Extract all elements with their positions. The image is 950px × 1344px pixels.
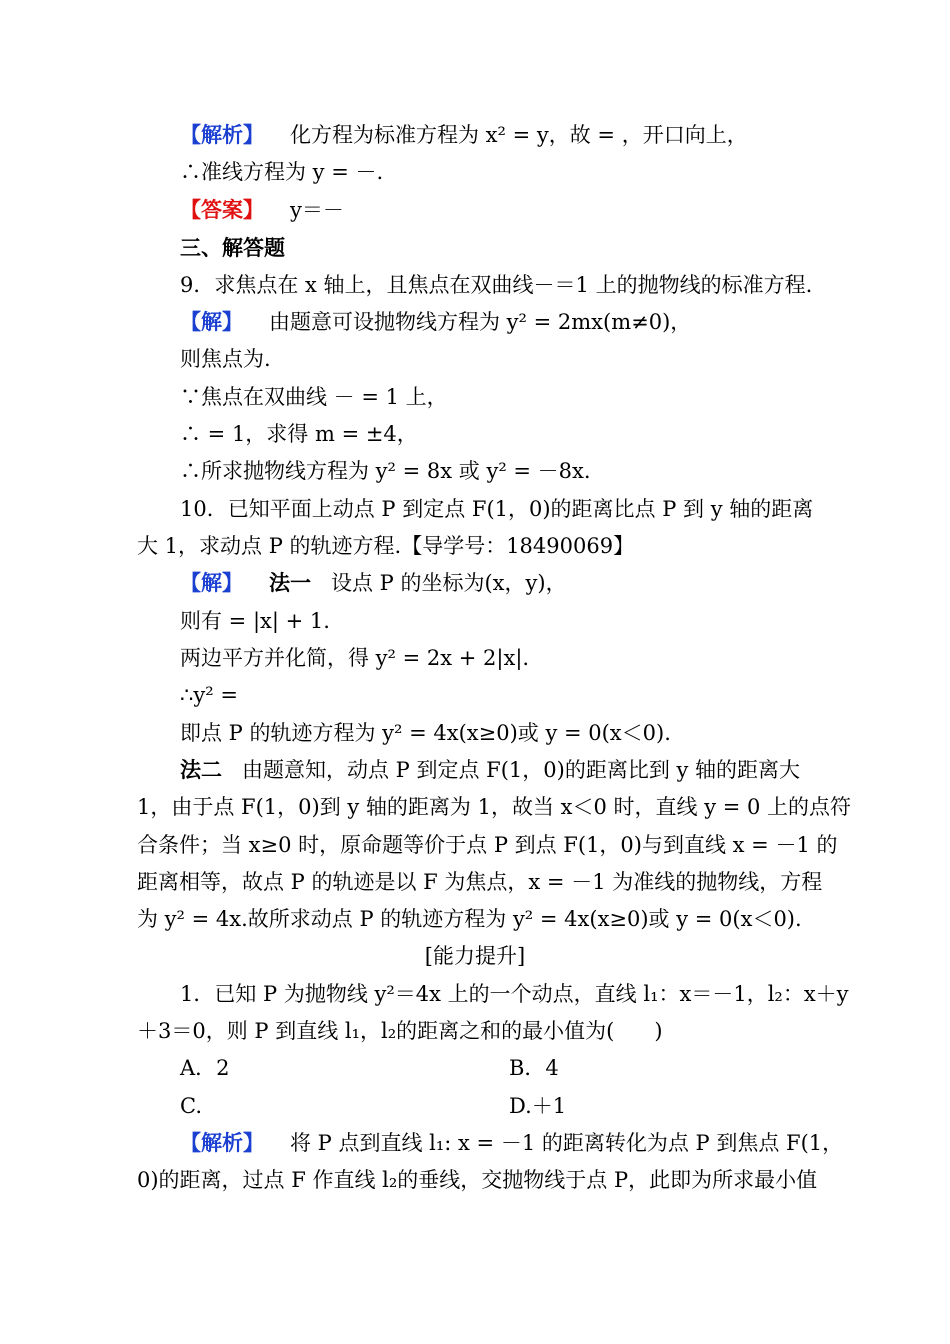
solution-9-line-2: 则焦点为.: [180, 347, 271, 371]
analysis-line-1: 【解析】 化方程为标准方程为 x² = y，故 = ，开口向上，: [180, 122, 748, 147]
method-two-line-3: 合条件；当 x≥0 时，原命题等价于点 P 到点 F(1，0)与到直线 x = －1 的: [137, 833, 838, 857]
solution-9-line-3: ∵焦点在双曲线 － = 1 上，: [180, 385, 448, 409]
solution-9-line-1: 【解】 由题意可设抛物线方程为 y² = 2mx(m≠0)，: [180, 309, 692, 334]
method-one-label: 法一: [269, 570, 311, 595]
question-1-line-1: 1．已知 P 为抛物线 y²＝4x 上的一个动点，直线 l₁：x＝－1，l₂：x＋y: [180, 982, 849, 1006]
directrix-line: ∴准线方程为 y = －.: [180, 160, 384, 184]
option-b: B．4: [509, 1056, 559, 1080]
option-a: A．2: [180, 1056, 230, 1080]
question-close-paren: ): [654, 1019, 663, 1043]
solution-9-line-4: ∴ = 1，求得 m = ±4，: [180, 422, 418, 446]
solution-10-line-4: ∴y² =: [180, 683, 238, 707]
solution-label: 【解】: [180, 570, 243, 595]
question-1-line-2: ＋3＝0，则 P 到直线 l₁，l₂的距离之和的最小值为( ): [137, 1019, 663, 1043]
option-d: D.＋1: [509, 1094, 567, 1118]
ability-heading: [能力提升]: [424, 944, 526, 968]
problem-10-line-2: 大 1，求动点 P 的轨迹方程.【导学号：18490069】: [137, 534, 635, 558]
option-c: C.: [180, 1094, 202, 1118]
solution-label: 【解】: [180, 309, 243, 334]
solution-9-line-5: ∴所求抛物线方程为 y² = 8x 或 y² = －8x.: [180, 459, 591, 483]
analysis-2-line-1: 【解析】 将 P 点到直线 l₁: x = －1 的距离转化为点 P 到焦点 F(1，: [180, 1130, 844, 1155]
section-heading: 三、解答题: [180, 235, 285, 260]
method-two-line-2: 1，由于点 F(1，0)到 y 轴的距离为 1，故当 x＜0 时，直线 y = 0 上的点符: [137, 795, 852, 819]
problem-10-line-1: 10．已知平面上动点 P 到定点 F(1，0)的距离比点 P 到 y 轴的距离: [180, 497, 814, 521]
solution-10-line-3: 两边平方并化简，得 y² = 2x + 2|x|.: [180, 646, 530, 670]
solution-10-line-1: 【解】 法一 设点 P 的坐标为(x，y)，: [180, 570, 567, 595]
problem-9: 9．求焦点在 x 轴上，且焦点在双曲线－＝1 上的抛物线的标准方程.: [180, 273, 813, 297]
analysis-label: 【解析】: [180, 122, 264, 147]
answer-label: 【答案】: [180, 197, 264, 222]
solution-10-line-5: 即点 P 的轨迹方程为 y² = 4x(x≥0)或 y = 0(x＜0).: [180, 721, 671, 745]
method-two-line-5: 为 y² = 4x.故所求动点 P 的轨迹方程为 y² = 4x(x≥0)或 y = 0(x＜0).: [137, 907, 802, 931]
analysis-2-line-2: 0)的距离，过点 F 作直线 l₂的垂线，交抛物线于点 P，此即为所求最小值: [137, 1168, 818, 1192]
solution-10-line-2: 则有 = |x| + 1.: [180, 609, 330, 633]
analysis-label: 【解析】: [180, 1130, 264, 1155]
method-two-line-4: 距离相等，故点 P 的轨迹是以 F 为焦点，x = －1 为准线的抛物线，方程: [137, 870, 823, 894]
answer-line: 【答案】 y＝－: [180, 197, 344, 222]
method-two-line-1: 法二 由题意知，动点 P 到定点 F(1，0)的距离比到 y 轴的距离大: [180, 757, 801, 782]
method-two-label: 法二: [180, 757, 222, 782]
